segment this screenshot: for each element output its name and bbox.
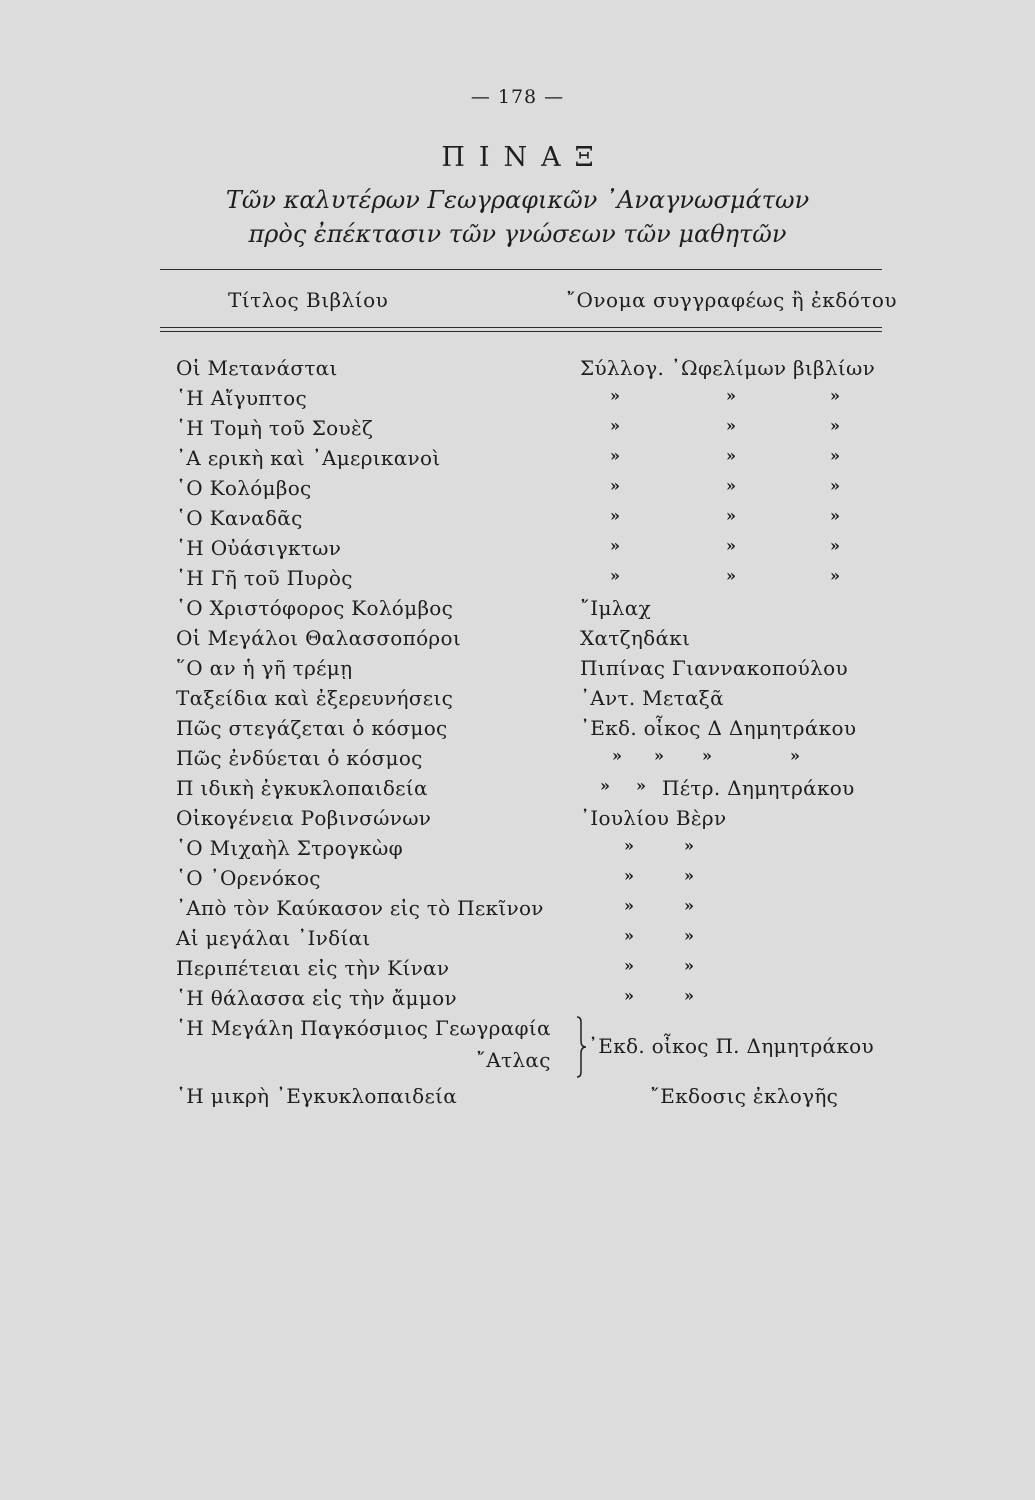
table-row [0,386,1035,416]
ditto-mark: » [830,386,840,405]
book-title: ᾿Απὸ τὸν Καύκασον εἰς τὸ Πεκῖνον [176,896,544,920]
book-title: Περιπέτειαι εἰς τὴν Κίναν [176,956,450,980]
top-rule [160,269,882,270]
ditto-mark: » [624,926,634,945]
page-title: ΠΙΝΑΞ [441,142,608,173]
author-name: Σύλλογ. ᾿Ωφελίμων βιβλίων [580,356,876,380]
book-title: ῾Η θάλασσα εἰς τὴν ἄμμον [176,986,457,1010]
book-title: ῾Η Τομὴ τοῦ Σουὲζ [176,416,374,440]
book-title: ῾Ο Μιχαὴλ Στρογκὼφ [176,836,403,860]
header-author-publisher: ῎Ονομα συγγραφέως ἢ ἐκδότου [566,288,898,312]
ditto-mark: » [610,446,620,465]
book-title: ᾿Α ερικὴ καὶ ᾿Αμερικανοὶ [176,446,441,470]
table-row [0,656,1035,686]
ditto-mark: » [610,506,620,525]
table-row [0,956,1035,986]
ditto-mark: » [610,566,620,585]
ditto-mark: » [624,986,634,1005]
table-row [0,626,1035,656]
page-number: — 178 — [470,86,565,108]
ditto-mark: » [726,476,736,495]
book-title: ῾Η Αἴγυπτος [176,386,307,410]
ditto-mark: » [684,866,694,885]
table-row [0,536,1035,566]
ditto-mark: » [684,896,694,915]
book-title: ῾Η Γῆ τοῦ Πυρὸς [176,566,353,590]
ditto-mark: » [702,746,712,765]
table-row [0,566,1035,596]
author-name: Χατζηδάκι [580,626,691,650]
book-title: Πῶς ἐνδύεται ὁ κόσμος [176,746,423,770]
grouped-title-1: ῾Η Μεγάλη Παγκόσμιος Γεωγραφία [176,1016,551,1040]
ditto-mark: » [610,386,620,405]
ditto-mark: » [726,536,736,555]
author-name: ᾿Αντ. Μεταξᾶ [580,686,724,710]
subtitle-line-2: πρὸς ἐπέκτασιν τῶν γνώσεων τῶν μαθητῶν [248,220,787,248]
ditto-mark: » [624,866,634,885]
ditto-mark: » [624,896,634,915]
book-title: ῾Ο Καναδᾶς [176,506,303,530]
table-row [0,806,1035,836]
ditto-mark: » [636,776,646,795]
ditto-mark: » [726,566,736,585]
table-row [0,896,1035,926]
table-row [0,506,1035,536]
ditto-mark: » [726,506,736,525]
ditto-mark: » [726,416,736,435]
book-title: Αἱ μεγάλαι ᾿Ινδίαι [176,926,371,950]
ditto-mark: » [684,956,694,975]
author-name: ῎Ιμλαχ [580,596,651,620]
table-row [0,686,1035,716]
book-title: Οἰκογένεια Ροβινσώνων [176,806,432,830]
book-title: ῞Ο αν ἡ γῆ τρέμῃ [176,656,353,680]
table-row [0,746,1035,776]
ditto-mark: » [600,776,610,795]
book-title: ῾Η μικρὴ ᾿Εγκυκλοπαιδεία [176,1084,458,1108]
ditto-mark: » [684,926,694,945]
ditto-mark: » [830,416,840,435]
author-name: ᾿Ιουλίου Βὲρν [580,806,727,830]
author-name: Πιπίνας Γιαννακοπούλου [580,656,848,680]
book-title: Οἱ Μετανάσται [176,356,338,380]
book-title: Ταξείδια καὶ ἐξερευνήσεις [176,686,454,710]
author-name: Πέτρ. Δημητράκου [662,776,855,800]
grouped-author: ᾿Εκδ. οἶκος Π. Δημητράκου [588,1034,874,1058]
header-rule-1 [160,327,882,328]
ditto-mark: » [684,836,694,855]
book-title: Οἱ Μεγάλοι Θαλασσοπόροι [176,626,461,650]
header-book-title: Τίτλος Βιβλίου [228,288,389,312]
ditto-mark: » [830,536,840,555]
book-title: Πῶς στεγάζεται ὁ κόσμος [176,716,448,740]
subtitle-line-1: Τῶν καλυτέρων Γεωγραφικῶν ᾿Αναγνωσμάτων [225,186,810,214]
ditto-mark: » [830,506,840,525]
table-row [0,716,1035,746]
table-row [0,416,1035,446]
book-title: ῾Ο ᾿Ορενόκος [176,866,321,890]
ditto-mark: » [624,836,634,855]
book-title: ῾Ο Χριστόφορος Κολόμβος [176,596,454,620]
ditto-mark: » [790,746,800,765]
table-row [0,476,1035,506]
ditto-mark: » [726,386,736,405]
ditto-mark: » [624,956,634,975]
ditto-mark: » [830,566,840,585]
author-name: ῎Εκδοσις ἐκλογῆς [650,1084,839,1108]
grouped-title-2: ῎Ατλας [476,1048,551,1072]
ditto-mark: » [654,746,664,765]
table-row [0,986,1035,1016]
ditto-mark: » [830,476,840,495]
table-row [0,356,1035,386]
table-row [0,926,1035,956]
ditto-mark: » [610,536,620,555]
table-row [0,596,1035,626]
book-title: ῾Ο Κολόμβος [176,476,312,500]
ditto-mark: » [726,446,736,465]
ditto-mark: » [830,446,840,465]
ditto-mark: » [684,986,694,1005]
table-row [0,776,1035,806]
table-row [0,836,1035,866]
ditto-mark: » [612,746,622,765]
author-name: ᾿Εκδ. οἶκος Δ Δημητράκου [580,716,857,740]
ditto-mark: » [610,476,620,495]
curly-brace-icon [574,1016,588,1078]
ditto-mark: » [610,416,620,435]
header-rule-2 [160,331,882,332]
book-title: ῾Η Οὐάσιγκτων [176,536,342,560]
book-title: Π ιδικὴ ἐγκυκλοπαιδεία [176,776,428,800]
table-row [0,866,1035,896]
table-row [0,446,1035,476]
